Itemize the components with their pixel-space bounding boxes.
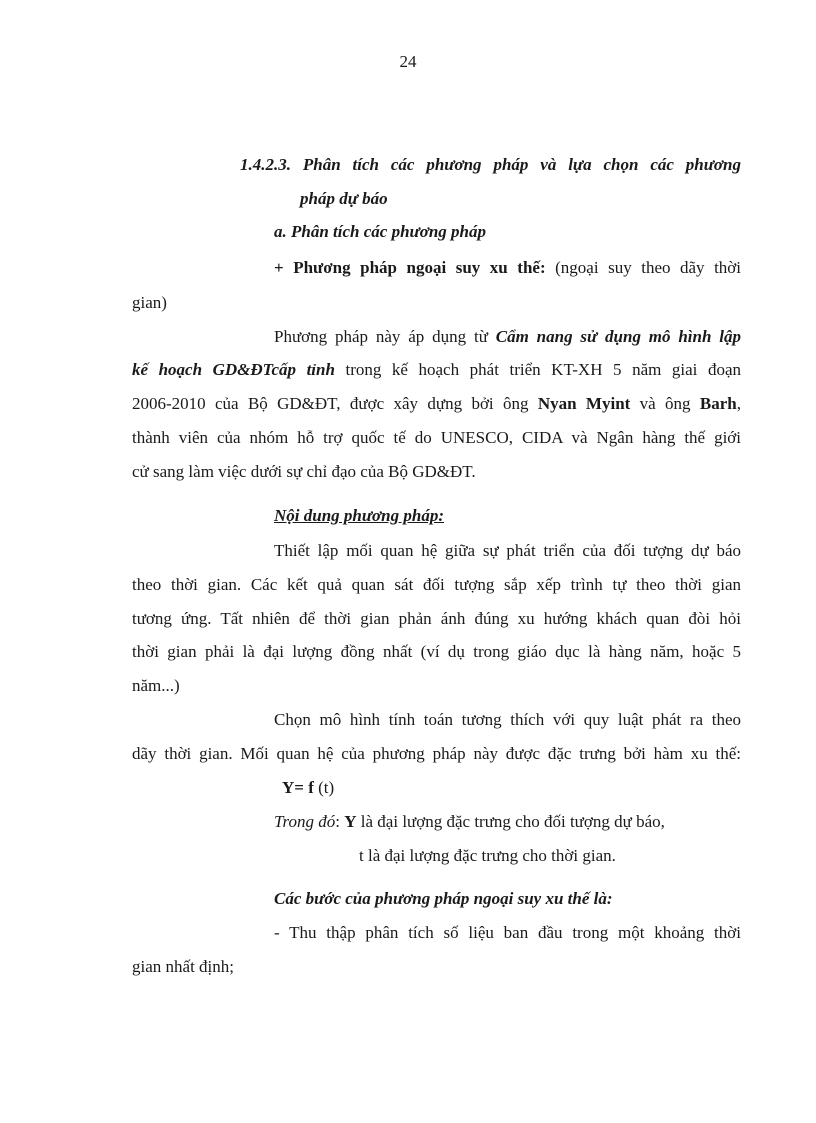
method-note-cont: gian) [132,293,167,312]
intro-handbook-title: Cẩm nang sử dụng mô hình lập [495,327,742,346]
content-p2-line2: dãy thời gian. Mối quan hệ của phương pháp này được đặc trưng bởi hàm xu thế: [132,744,741,763]
step1-line1: - Thu thập phân tích số liệu ban đầu trong một khoảng thời [274,923,741,942]
intro-line3 [132,394,741,414]
formula-where-t: t là đại lượng đặc trưng cho thời gian. [359,846,616,865]
intro-text: trong kế hoạch phát triển KT-XH 5 năm giai đoạn [334,360,741,379]
step1-line2: gian nhất định; [132,957,234,976]
where-colon: : [335,812,345,831]
content-p2-line1: Chọn mô hình tính toán tương thích với quy luật phát ra theo [274,710,741,729]
intro-text: và ông [630,394,700,413]
y-description: là đại lượng đặc trưng cho đối tượng dự báo, [356,812,665,831]
y-symbol: Y [344,812,357,831]
page-number: 24 [399,52,417,71]
content-p1-line5: năm...) [132,676,180,695]
intro-handbook-title-cont: kế hoạch GD&ĐTcấp tỉnh [132,360,335,379]
steps-heading: Các bước của phương pháp ngoại suy xu thế là: [274,889,613,908]
intro-line2 [132,360,741,380]
intro-text: Phương pháp này áp dụng từ [274,327,496,346]
intro-text: , [736,394,741,413]
section-heading-line2: pháp dự báo [300,189,388,208]
content-p1-line3: tương ứng. Tất nhiên để thời gian phản ánh đúng xu hướng khách quan đòi hỏi [132,609,741,628]
content-p1-line4: thời gian phải là đại lượng đồng nhất (ví dụ trong giáo dục là hàng năm, hoặc 5 [132,642,741,661]
intro-text: 2006-2010 của Bộ GD&ĐT, được xây dựng bởi ông [132,394,538,413]
formula-lhs: Y= f [282,778,314,797]
content-heading: Nội dung phương pháp: [274,506,444,525]
content-p1-line2: theo thời gian. Các kết quả quan sát đối tượng sắp xếp trình tự theo thời gian [132,575,741,594]
formula-where-y [274,812,741,832]
author-name: Nyan Myint [537,394,631,413]
intro-line4: thành viên của nhóm hỗ trợ quốc tế do UNESCO, CIDA và Ngân hàng thế giới [132,428,741,447]
intro-line5: cử sang làm việc dưới sự chỉ đạo của Bộ GD&ĐT. [132,462,476,481]
method-line [274,258,741,278]
section-heading-line1: 1.4.2.3. Phân tích các phương pháp và lựa chọn các phương [240,155,741,174]
method-note: (ngoại suy theo dãy thời [545,258,742,277]
content-p1-line1: Thiết lập mối quan hệ giữa sự phát triển của đối tượng dự báo [274,541,741,560]
method-label: + Phương pháp ngoại suy xu thế: [274,258,546,277]
where-label: Trong đó [274,812,336,831]
formula-arg: (t) [313,778,335,797]
formula [282,778,582,798]
subheading: a. Phân tích các phương pháp [274,222,487,241]
author-name: Barh [699,394,737,413]
intro-line1 [274,327,741,347]
